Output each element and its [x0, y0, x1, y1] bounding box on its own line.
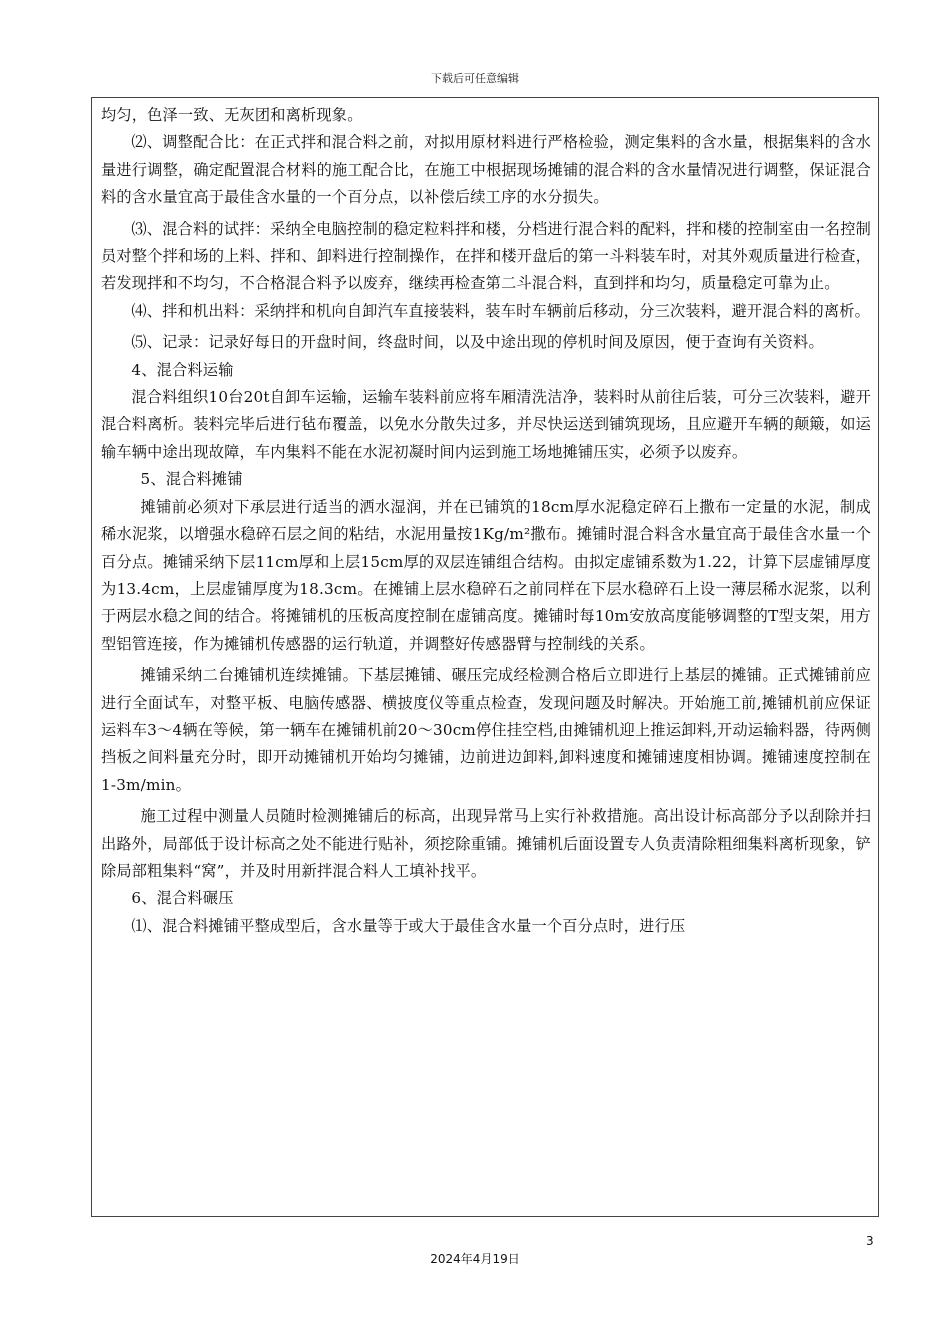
heading-compaction: 6、混合料碾压 [131, 889, 234, 908]
paragraph-records: ⑸、记录：记录好每日的开盘时间，终盘时间，以及中途出现的停机时间及原因，便于查询有关资料。 [131, 333, 824, 352]
paragraph-paving-process: 摊铺采纳二台摊铺机连续摊铺。下基层摊铺、碾压完成经检测合格后立即进行上基层的摊铺。正式摊铺前应进行全面试车，对整平板、电脑传感器、横披度仪等重点检查，发现问题及时解决。开始施工前,摊铺机前应保证运料车3～4辆在等候，第一辆车在摊铺机前20～30cm停住挂空档,由摊铺机迎上推运卸料,开动运输料器，待两侧挡板之间料量充分时，即开动摊铺机开始均匀摊铺，边前进边卸料,卸料速度和摊铺速度相协调。摊铺速度控制在1-3m/min。 [101, 666, 871, 794]
heading-paving: 5、混合料摊铺 [140, 470, 243, 489]
paragraph-continuation: 均匀，色泽一致、无灰团和离析现象。 [101, 106, 363, 124]
heading-transport: 4、混合料运输 [131, 360, 234, 379]
paragraph-mix-ratio: ⑵、调整配合比：在正式拌和混合料之前，对拟用原材料进行严格检验，测定集料的含水量，根据集料的含水量进行调整，确定配置混合材料的施工配合比，在施工中根据现场摊铺的混合料的含水量情况进行调整，保证混合料的含水量宜高于最佳含水量的一个百分点，以补偿后续工序的水分损失。 [101, 133, 871, 207]
page-number: 3 [866, 1234, 874, 1248]
page-header: 下载后可任意编辑 [431, 72, 519, 85]
paragraph-discharge: ⑷、拌和机出料：采纳拌和机向自卸汽车直接装料，装车时车辆前后移动，分三次装料，避开混合料的离析。 [131, 301, 870, 320]
paragraph-paving-prep: 摊铺前必须对下承层进行适当的洒水湿润，并在已铺筑的18cm厚水泥稳定碎石上撒布一定量的水泥，制成稀水泥浆，以增强水稳碎石层之间的粘结，水泥用量按1Kg/m²撒布。摊铺时混合料含水量宜高于最佳含水量一个百分点。摊铺采纳下层11cm厚和上层15cm厚的双层连铺组合结构。由拟定虚铺系数为1.22，计算下层虚铺厚度为13.4cm，上层虚铺厚度为18.3cm。在摊铺上层水稳碎石之前同样在下层水稳碎石上设一薄层稀水泥浆，以利于两层水稳之间的结合。将摊铺机的压板高度控制在虚铺高度。摊铺时每10m安放高度能够调整的T型支架，用方型铝管连接，作为摊铺机传感器的运行轨道，并调整好传感器臂与控制线的关系。 [101, 497, 871, 653]
paragraph-trial-mix: ⑶、混合料的试拌：采纳全电脑控制的稳定粒料拌和楼，分档进行混合料的配料，拌和楼的控制室由一名控制员对整个拌和场的上料、拌和、卸料进行控制操作，在拌和楼开盘后的第一斗料装车时，对其外观质量进行检查，若发现拌和不均匀，不合格混合料予以废弃，继续再检查第二斗混合料，直到拌和均匀，质量稳定可靠为止。 [101, 219, 871, 293]
paragraph-elevation-control: 施工过程中测量人员随时检测摊铺后的标高，出现异常马上实行补救措施。高出设计标高部分予以刮除并扫出路外，局部低于设计标高之处不能进行贴补，须挖除重铺。摊铺机后面设置专人负责清除粗细集料离析现象，铲除局部粗集料“窝”，并及时用新拌混合料人工填补找平。 [101, 807, 871, 880]
paragraph-transport: 混合料组织10台20t自卸车运输，运输车装料前应将车厢清洗洁净，装料时从前往后装，可分三次装料，避开混合料离析。装料完毕后进行毡布覆盖，以免水分散失过多，并尽快运送到铺筑现场，且应避开车辆的颠簸，如运输车辆中途出现故障，车内集料不能在水泥初凝时间内运到施工场地摊铺压实，必须予以废弃。 [101, 388, 871, 461]
document-body [101, 102, 871, 940]
paragraph-compaction: ⑴、混合料摊铺平整成型后，含水量等于或大于最佳含水量一个百分点时，进行压 [131, 916, 686, 935]
page-footer-date: 2024年4月19日 [430, 1252, 520, 1266]
